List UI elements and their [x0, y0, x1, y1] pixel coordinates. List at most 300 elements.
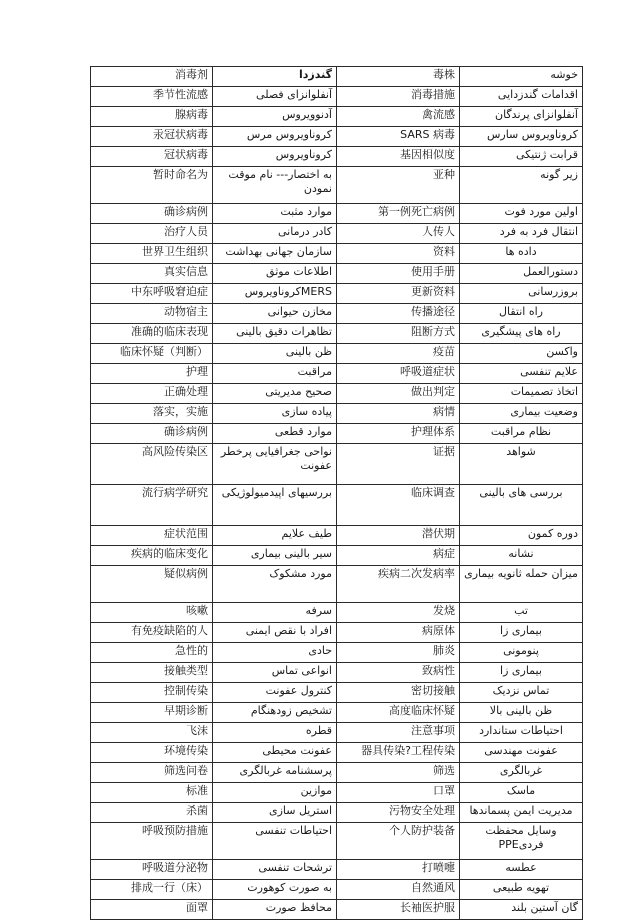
chinese-term-cell	[337, 643, 460, 663]
chinese-term-cell	[337, 404, 460, 424]
persian-term-cell-text: نظام مراقبت	[490, 425, 552, 438]
chinese-term-cell	[91, 723, 213, 743]
persian-term-cell-text: مخازن حیوانی	[267, 305, 332, 318]
persian-term-cell	[460, 444, 583, 485]
chinese-term-cell	[91, 244, 213, 264]
chinese-term-cell	[337, 167, 460, 204]
persian-term-cell	[460, 364, 583, 384]
persian-term-cell	[460, 127, 583, 147]
persian-term-cell	[213, 566, 337, 603]
persian-term-cell	[213, 485, 337, 526]
table-row	[91, 703, 583, 723]
chinese-term-cell-text: 正确处理	[164, 385, 208, 398]
table-row	[91, 743, 583, 763]
table-row	[91, 880, 583, 900]
persian-term-cell-text: محافظ صورت	[265, 901, 332, 914]
chinese-term-cell	[337, 284, 460, 304]
persian-term-cell-text: ظن بالینی بالا	[489, 704, 553, 717]
chinese-term-cell	[91, 623, 213, 643]
chinese-term-cell-text: 季节性流感	[153, 88, 208, 101]
persian-term-cell	[460, 566, 583, 603]
chinese-term-cell-text: 疑似病例	[164, 567, 208, 580]
persian-term-cell	[213, 424, 337, 444]
persian-term-cell-text: بررسیهای اپیدمیولوژیکی	[221, 486, 332, 499]
persian-term-cell	[213, 623, 337, 643]
chinese-term-cell	[337, 803, 460, 823]
chinese-term-cell-text: 呼吸道症状	[400, 365, 455, 378]
chinese-term-cell-text: 资料	[433, 245, 455, 258]
chinese-term-cell-text: 做出判定	[411, 385, 455, 398]
table-row	[91, 566, 583, 603]
persian-term-cell-text: پیاده سازی	[281, 405, 332, 418]
chinese-term-cell	[337, 663, 460, 683]
chinese-term-cell-text: 消毒剂	[175, 68, 208, 81]
persian-term-cell-text: اطلاعات موثق	[266, 265, 332, 278]
chinese-term-cell-text: 阻断方式	[411, 325, 455, 338]
table-row	[91, 264, 583, 284]
persian-term-cell-text: حادی	[308, 644, 332, 657]
persian-term-cell-text: سیر بالینی بیماری	[250, 547, 332, 560]
persian-term-cell-text: احتیاطات ستاندارد	[479, 724, 563, 737]
chinese-term-cell	[337, 364, 460, 384]
persian-term-cell	[213, 763, 337, 783]
chinese-term-cell-text: 致病性	[422, 664, 455, 677]
persian-term-cell-text: تشخیص زودهنگام	[250, 704, 332, 717]
persian-term-cell-text: پرسشنامه غربالگری	[239, 764, 332, 777]
chinese-term-cell-text: 急性的	[175, 644, 208, 657]
table-row	[91, 723, 583, 743]
persian-term-cell	[213, 444, 337, 485]
persian-term-cell	[213, 683, 337, 703]
table-row	[91, 107, 583, 127]
chinese-term-cell	[91, 783, 213, 803]
persian-term-cell-text: اتخاذ تصمیمات	[510, 385, 578, 398]
persian-term-cell	[213, 663, 337, 683]
persian-term-cell	[213, 344, 337, 364]
table-row	[91, 224, 583, 244]
persian-term-cell	[213, 384, 337, 404]
table-row	[91, 603, 583, 623]
chinese-term-cell	[91, 127, 213, 147]
chinese-term-cell-text: 潜伏期	[422, 527, 455, 540]
chinese-term-cell-text: 真实信息	[164, 265, 208, 278]
chinese-term-cell-text: 面罩	[186, 901, 208, 914]
persian-term-cell-text: تهویه طبیعی	[492, 881, 550, 894]
chinese-term-cell-text: 疾病的临床变化	[131, 547, 208, 560]
chinese-term-cell	[337, 87, 460, 107]
persian-term-cell-text: نشانه	[508, 547, 534, 560]
table-row	[91, 803, 583, 823]
persian-term-cell-text: عفونت مهندسی	[484, 744, 558, 757]
persian-term-cell	[460, 683, 583, 703]
chinese-term-cell	[91, 743, 213, 763]
persian-term-cell	[213, 880, 337, 900]
chinese-term-cell-text: 病症	[433, 547, 455, 560]
persian-term-cell-text: احتیاطات تنفسی	[255, 824, 332, 837]
table-row	[91, 364, 583, 384]
persian-term-cell-text: استریل سازی	[268, 804, 332, 817]
persian-term-cell-text: واکسن	[546, 345, 578, 358]
chinese-term-cell	[91, 87, 213, 107]
table-row	[91, 763, 583, 783]
persian-term-cell-text: کروناویروس مرس	[246, 128, 332, 141]
chinese-term-cell-text: 控制传染	[164, 684, 208, 697]
persian-term-cell-text: بیماری زا	[500, 664, 542, 677]
persian-term-cell-text: داده ها	[505, 245, 537, 258]
persian-term-cell-text: کروناویروس	[275, 148, 332, 161]
persian-term-cell	[460, 860, 583, 880]
chinese-term-cell	[91, 284, 213, 304]
persian-term-cell-text: انتقال فرد به فرد	[499, 225, 578, 238]
persian-term-cell	[460, 204, 583, 224]
chinese-term-cell	[337, 683, 460, 703]
persian-term-cell	[213, 803, 337, 823]
chinese-term-cell-text: 标准	[186, 784, 208, 797]
chinese-term-cell-text: 亚种	[433, 168, 455, 181]
chinese-term-cell-text: 确诊病例	[164, 205, 208, 218]
chinese-term-cell-text: 准确的临床表现	[131, 325, 208, 338]
table-row	[91, 623, 583, 643]
chinese-term-cell	[91, 526, 213, 546]
chinese-term-cell-text: 汞冠状病毒	[153, 128, 208, 141]
persian-term-cell-text: بروزرسانی	[528, 285, 578, 298]
chinese-term-cell	[91, 663, 213, 683]
persian-term-cell	[460, 384, 583, 404]
table-row	[91, 87, 583, 107]
chinese-term-cell-text: 口罩	[433, 784, 455, 797]
chinese-term-cell-text: 咳嗽	[186, 604, 208, 617]
chinese-term-cell	[91, 324, 213, 344]
persian-term-cell	[213, 860, 337, 880]
persian-term-cell	[213, 264, 337, 284]
persian-term-cell	[460, 87, 583, 107]
chinese-term-cell	[91, 823, 213, 860]
chinese-term-cell	[91, 364, 213, 384]
persian-term-cell	[460, 880, 583, 900]
persian-term-cell	[213, 67, 337, 87]
persian-term-cell-text: MERSکروناویروس	[244, 285, 332, 298]
persian-term-cell-text: به اختصار--- نام موقت نمودن	[228, 168, 332, 195]
persian-term-cell	[460, 783, 583, 803]
chinese-term-cell	[337, 244, 460, 264]
persian-term-cell-text: دستورالعمل	[523, 265, 578, 278]
persian-term-cell	[213, 204, 337, 224]
persian-term-cell-text: قطره	[305, 724, 332, 737]
chinese-term-cell-text: 污物安全处理	[389, 804, 455, 817]
persian-term-cell-text: افراد با نقص ایمنی	[245, 624, 332, 637]
chinese-term-cell	[91, 344, 213, 364]
chinese-term-cell	[337, 147, 460, 167]
chinese-term-cell-text: 注意事项	[411, 724, 455, 737]
chinese-term-cell-text: 疾病二次发病率	[378, 567, 455, 580]
chinese-term-cell-text: 消毒措施	[411, 88, 455, 101]
chinese-term-cell-text: 更新资料	[411, 285, 455, 298]
table-row	[91, 284, 583, 304]
persian-term-cell-text: وسایل محفظت فردیPPE	[485, 824, 557, 851]
persian-term-cell-text: میزان حمله ثانویه بیماری	[464, 567, 578, 580]
persian-term-cell	[460, 743, 583, 763]
persian-term-cell-text: وضعیت بیماری	[510, 405, 578, 418]
chinese-term-cell-text: 筛选	[433, 764, 455, 777]
chinese-term-cell	[337, 703, 460, 723]
persian-term-cell	[213, 823, 337, 860]
chinese-term-cell	[91, 546, 213, 566]
chinese-term-cell-text: 落实，实施	[153, 405, 208, 418]
persian-term-cell	[213, 224, 337, 244]
chinese-term-cell	[91, 147, 213, 167]
persian-term-cell	[213, 900, 337, 920]
chinese-term-cell-text: 第一例死亡病例	[378, 205, 455, 218]
chinese-term-cell	[91, 900, 213, 920]
persian-term-cell-text: ترشحات تنفسی	[258, 861, 332, 874]
table-row	[91, 67, 583, 87]
chinese-term-cell	[337, 603, 460, 623]
chinese-term-cell	[337, 823, 460, 860]
table-row	[91, 344, 583, 364]
table-row	[91, 167, 583, 204]
persian-term-cell	[460, 643, 583, 663]
persian-term-cell	[460, 526, 583, 546]
persian-term-cell	[460, 546, 583, 566]
persian-term-cell	[213, 526, 337, 546]
chinese-term-cell	[91, 703, 213, 723]
table-row	[91, 324, 583, 344]
persian-term-cell	[460, 344, 583, 364]
chinese-term-cell-text: 呼吸预防措施	[142, 824, 208, 837]
persian-term-cell	[460, 623, 583, 643]
persian-term-cell-text: دوره کمون	[527, 527, 578, 540]
chinese-term-cell-text: 暂时命名为	[153, 168, 208, 181]
chinese-term-cell	[91, 67, 213, 87]
chinese-term-cell	[337, 546, 460, 566]
persian-term-cell-text: اقدامات گندزدایی	[497, 88, 578, 101]
table-row	[91, 683, 583, 703]
persian-term-cell-text: بررسی های بالینی	[479, 486, 563, 499]
table-row	[91, 384, 583, 404]
persian-term-cell-text: بیماری زا	[500, 624, 542, 637]
persian-term-cell	[213, 723, 337, 743]
persian-term-cell	[213, 107, 337, 127]
persian-term-cell	[460, 284, 583, 304]
persian-term-cell-text: راه انتقال	[499, 305, 543, 318]
persian-term-cell-text: راه های پیشگیری	[481, 325, 561, 338]
persian-term-cell	[460, 224, 583, 244]
persian-term-cell-text: زیر گونه	[540, 168, 578, 181]
chinese-term-cell	[91, 566, 213, 603]
persian-term-cell	[460, 763, 583, 783]
chinese-term-cell-text: 打喷嚏	[422, 861, 455, 874]
persian-term-cell-text: شواهد	[506, 445, 536, 458]
chinese-term-cell-text: 症状范围	[164, 527, 208, 540]
persian-term-cell	[460, 404, 583, 424]
persian-term-cell	[213, 304, 337, 324]
chinese-term-cell-text: 有免疫缺陷的人	[131, 624, 208, 637]
chinese-term-cell-text: 使用手册	[411, 265, 455, 278]
chinese-term-cell	[91, 384, 213, 404]
persian-term-cell-text: نواحی جغرافیایی پرخطر عفونت	[220, 445, 332, 472]
chinese-term-cell	[337, 304, 460, 324]
chinese-term-cell-text: 禽流感	[422, 108, 455, 121]
chinese-term-cell-text: 临床怀疑（判断）	[120, 345, 208, 358]
chinese-term-cell-text: 动物宿主	[164, 305, 208, 318]
persian-term-cell	[460, 147, 583, 167]
persian-term-cell	[213, 603, 337, 623]
table-row	[91, 860, 583, 880]
persian-term-cell-text: مراقبت	[297, 365, 332, 378]
table-row	[91, 823, 583, 860]
chinese-term-cell	[337, 384, 460, 404]
chinese-term-cell	[91, 603, 213, 623]
chinese-term-cell-text: 证据	[433, 445, 455, 458]
persian-term-cell	[460, 723, 583, 743]
table-row	[91, 526, 583, 546]
chinese-term-cell	[337, 107, 460, 127]
persian-term-cell	[460, 424, 583, 444]
chinese-term-cell-text: 确诊病例	[164, 425, 208, 438]
persian-term-cell-text: خوشه	[550, 68, 578, 81]
chinese-term-cell-text: 接触类型	[164, 664, 208, 677]
persian-term-cell-text: علایم تنفسی	[520, 365, 578, 378]
chinese-term-cell-text: 世界卫生组织	[142, 245, 208, 258]
persian-term-cell	[460, 67, 583, 87]
persian-term-cell	[460, 167, 583, 204]
persian-term-cell-text: غربالگری	[499, 764, 543, 777]
chinese-term-cell-text: 病原体	[422, 624, 455, 637]
persian-term-cell-text: گان آستین بلند	[511, 901, 578, 914]
table-row	[91, 244, 583, 264]
persian-term-cell-text: کنترول عفونت	[265, 684, 332, 697]
chinese-term-cell	[91, 683, 213, 703]
persian-term-cell-text: کروناویروس سارس	[486, 128, 578, 141]
persian-term-cell	[213, 783, 337, 803]
persian-term-cell	[213, 404, 337, 424]
chinese-term-cell-text: 高风险传染区	[142, 445, 208, 458]
table-row	[91, 444, 583, 485]
persian-term-cell	[460, 703, 583, 723]
table-row	[91, 304, 583, 324]
persian-term-cell-text: موازین	[300, 784, 332, 797]
chinese-term-cell	[337, 723, 460, 743]
chinese-term-cell-text: 基因相似度	[400, 148, 455, 161]
glossary-table-body	[91, 67, 583, 920]
chinese-term-cell-text: 器具传染?工程传染	[361, 744, 455, 757]
persian-term-cell-text: تظاهرات دقیق بالینی	[236, 325, 332, 338]
glossary-table	[90, 66, 583, 920]
chinese-term-cell	[91, 204, 213, 224]
chinese-term-cell	[337, 783, 460, 803]
chinese-term-cell-text: 护理体系	[411, 425, 455, 438]
persian-term-cell	[460, 823, 583, 860]
chinese-term-cell-text: 护理	[186, 365, 208, 378]
chinese-term-cell	[337, 860, 460, 880]
persian-term-cell	[213, 147, 337, 167]
persian-term-cell	[213, 244, 337, 264]
chinese-term-cell	[91, 860, 213, 880]
persian-term-cell-text: مدیریت ایمن پسماندها	[469, 804, 573, 817]
chinese-term-cell	[337, 763, 460, 783]
table-row	[91, 485, 583, 526]
chinese-term-cell-text: 早期诊断	[164, 704, 208, 717]
chinese-term-cell-text: 密切接触	[411, 684, 455, 697]
chinese-term-cell-text: 肺炎	[433, 644, 455, 657]
chinese-term-cell	[337, 344, 460, 364]
table-row	[91, 900, 583, 920]
chinese-term-cell	[337, 485, 460, 526]
chinese-term-cell-text: 排成一行（床）	[131, 881, 208, 894]
persian-term-cell-text: صحیح مدیریتی	[265, 385, 332, 398]
table-row	[91, 404, 583, 424]
chinese-term-cell	[337, 526, 460, 546]
persian-term-cell	[213, 364, 337, 384]
chinese-term-cell	[91, 803, 213, 823]
chinese-term-cell-text: 发烧	[433, 604, 455, 617]
persian-term-cell-text: عطسه	[505, 861, 537, 874]
chinese-term-cell-text: 腺病毒	[175, 108, 208, 121]
persian-term-cell	[460, 603, 583, 623]
chinese-term-cell-text: 飞沫	[186, 724, 208, 737]
persian-term-cell	[460, 900, 583, 920]
table-row	[91, 147, 583, 167]
table-row	[91, 663, 583, 683]
chinese-term-cell	[91, 444, 213, 485]
chinese-term-cell	[91, 763, 213, 783]
persian-term-cell-text: به صورت کوهورت	[247, 881, 332, 894]
persian-term-cell	[213, 167, 337, 204]
chinese-term-cell-text: 临床调查	[411, 486, 455, 499]
persian-term-cell	[213, 324, 337, 344]
persian-term-cell	[460, 324, 583, 344]
chinese-term-cell	[337, 566, 460, 603]
persian-term-cell-text: انواعی تماس	[271, 664, 332, 677]
chinese-term-cell	[337, 623, 460, 643]
chinese-term-cell	[337, 900, 460, 920]
chinese-term-cell-text: 人传人	[422, 225, 455, 238]
persian-term-cell	[460, 803, 583, 823]
persian-term-cell-text: مورد مشکوک	[269, 567, 332, 580]
persian-term-cell	[213, 284, 337, 304]
persian-term-cell-text: سرفه	[305, 604, 332, 617]
persian-term-cell-text: تماس نزدیک	[492, 684, 550, 697]
table-row	[91, 127, 583, 147]
table-row	[91, 424, 583, 444]
chinese-term-cell-text: 筛选问卷	[164, 764, 208, 777]
persian-term-cell-text: عفونت محیطی	[262, 744, 332, 757]
persian-term-cell	[213, 87, 337, 107]
persian-term-cell-text: اولین مورد فوت	[504, 205, 578, 218]
chinese-term-cell	[91, 167, 213, 204]
chinese-term-cell	[91, 485, 213, 526]
chinese-term-cell	[337, 424, 460, 444]
persian-term-cell-text: آنفلوانزای فصلی	[256, 88, 332, 101]
persian-term-cell	[460, 304, 583, 324]
chinese-term-cell-text: 冠状病毒	[164, 148, 208, 161]
persian-term-cell	[460, 485, 583, 526]
chinese-term-cell-text: 环境传染	[164, 744, 208, 757]
persian-term-cell	[213, 703, 337, 723]
chinese-term-cell	[91, 264, 213, 284]
chinese-term-cell-text: 疫苗	[433, 345, 455, 358]
chinese-term-cell	[337, 224, 460, 244]
persian-term-cell-text: موارد مثبت	[280, 205, 332, 218]
chinese-term-cell	[337, 880, 460, 900]
persian-term-cell-text: طیف علایم	[281, 527, 332, 540]
persian-term-cell	[213, 643, 337, 663]
chinese-term-cell	[91, 880, 213, 900]
chinese-term-cell-text: 杀菌	[186, 804, 208, 817]
chinese-term-cell-text: 治疗人员	[164, 225, 208, 238]
persian-term-cell-text: آنفلوانزای پرندگان	[495, 108, 578, 121]
table-row	[91, 783, 583, 803]
